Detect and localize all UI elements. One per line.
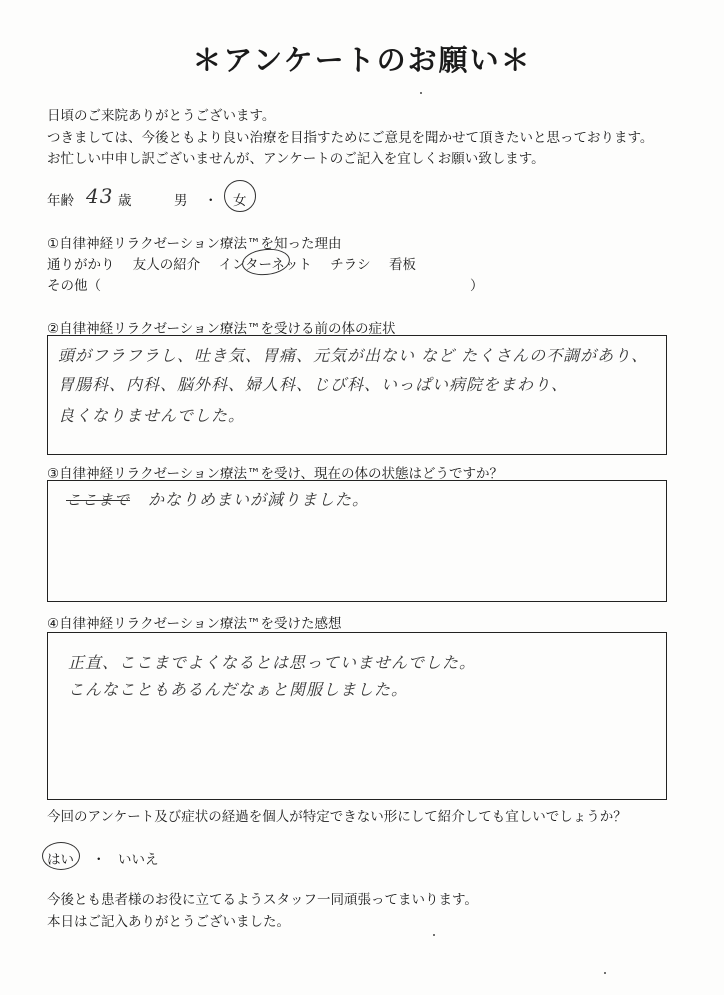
q4-heading: ④自律神経リラクゼーション療法™を受けた感想 <box>47 616 342 632</box>
q4-answer-line-2: こんなこともあるんだなぁと関服しました。 <box>68 680 409 699</box>
q2-answer-line-3: 良くなりませんでした。 <box>58 406 246 425</box>
scan-speck <box>433 934 435 936</box>
intro-line-3: お忙しい中申し訳ございませんが、アンケートのご記入を宜しくお願い致します。 <box>47 151 545 167</box>
scan-speck <box>604 972 606 974</box>
female-selected-circle <box>224 180 256 212</box>
closing-line-1: 今後とも患者様のお役に立てるようスタッフ一同頑張ってまいります。 <box>47 892 478 908</box>
q1-option-flyer: チラシ <box>330 257 371 273</box>
q3-answer: かなりめまいが減りました。 <box>148 490 370 509</box>
gender-male: 男 <box>174 193 188 209</box>
age-value: 43 <box>86 184 114 208</box>
q1-other-label: その他（ <box>47 278 101 294</box>
consent-yes: はい <box>47 852 74 868</box>
age-label: 年齢 <box>47 193 74 209</box>
q1-option-internet: インターネット <box>218 257 312 273</box>
page-title: ＊アンケートのお願い＊ <box>192 43 532 77</box>
q2-answer-line-2: 胃腸科、内科、脳外科、婦人科、じび科、いっぱい病院をまわり、 <box>58 375 569 394</box>
consent-separator: ・ <box>92 852 106 868</box>
consent-no: いいえ <box>118 852 159 868</box>
q1-option-friend: 友人の紹介 <box>132 257 201 273</box>
q3-heading: ③自律神経リラクゼーション療法™を受け、現在の体の状態はどうですか？ <box>47 466 503 482</box>
consent-question: 今回のアンケート及び症状の経過を個人が特定できない形にして紹介しても宜しいでしょうか？ <box>47 809 627 825</box>
q4-answer-line-1: 正直、ここまでよくなるとは思っていませんでした。 <box>68 653 477 672</box>
closing-line-2: 本日はご記入ありがとうございました。 <box>47 914 290 930</box>
age-unit: 歳 <box>118 193 132 209</box>
q3-strikethrough: ここまで <box>66 491 131 509</box>
q2-heading: ②自律神経リラクゼーション療法™を受ける前の体の症状 <box>47 321 396 337</box>
gender-separator: ・ <box>204 193 218 209</box>
q1-other-close: ） <box>470 278 484 294</box>
intro-line-1: 日頃のご来院ありがとうございます。 <box>47 108 276 124</box>
yes-selected-circle <box>42 842 80 870</box>
q1-heading: ①自律神経リラクゼーション療法™を知った理由 <box>47 236 342 252</box>
gender-female: 女 <box>233 193 247 209</box>
q2-answer-line-1: 頭がフラフラし、吐き気、胃痛、元気が出ない など たくさんの不調があり、 <box>58 346 649 365</box>
q1-options <box>47 253 430 273</box>
q1-option-signboard: 看板 <box>388 257 416 273</box>
q1-option-passing: 通りがかり <box>47 257 115 273</box>
scan-speck <box>420 92 422 94</box>
intro-line-2: つきましては、今後ともより良い治療を目指すためにご意見を聞かせて頂きたいと思っております。 <box>47 130 654 146</box>
